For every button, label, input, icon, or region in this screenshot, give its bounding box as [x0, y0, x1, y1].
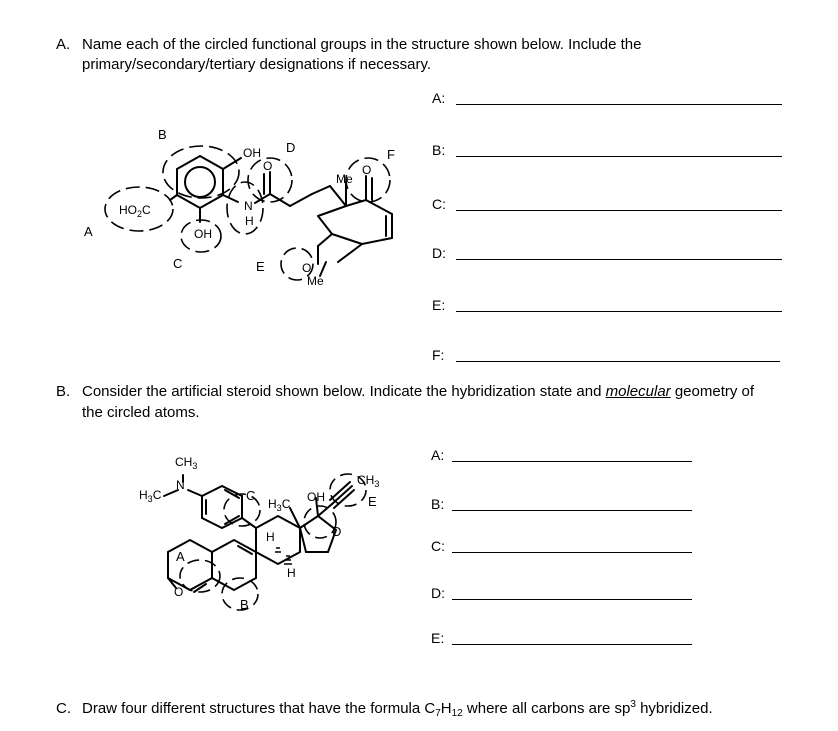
part-a-amide-oxygen-label: O	[263, 159, 273, 173]
part-a-letter-b: B	[158, 127, 167, 142]
part-b-blank-line-a[interactable]	[452, 461, 692, 462]
part-b-blank-line-c[interactable]	[452, 552, 692, 553]
part-c-marker: C.	[56, 700, 71, 717]
part-b-letter-d: D	[332, 524, 342, 539]
part-b-blank-line-b[interactable]	[452, 510, 692, 511]
part-a-ketone-oxygen-label: O	[362, 163, 372, 177]
part-a-methyl-bottom-label: Me	[307, 274, 324, 288]
part-b-question-line2: the circled atoms.	[82, 404, 200, 421]
part-a-letter-d: D	[286, 140, 296, 155]
part-b-h-mid-label: H	[266, 530, 275, 544]
part-b-ch3-right-label: $CH_3$	[357, 473, 380, 489]
part-a-letter-a: A	[84, 224, 93, 239]
part-a-aromatic-circle	[185, 167, 215, 197]
part-a-methyl-top-label: Me	[336, 172, 353, 186]
part-c-superscript: 3	[630, 699, 636, 710]
part-c-subscript-carbon: 7	[435, 708, 441, 719]
part-a-letter-f: F	[387, 147, 395, 162]
part-a-blank-label-f: F:	[432, 347, 445, 363]
part-a-blank-label-e: E:	[432, 297, 446, 313]
part-b-blank-label-e: E:	[431, 630, 445, 646]
part-a-ho2c-label: $HO_2C$	[119, 203, 151, 219]
part-b-line1-text: Consider the artificial steroid shown below. Indicate the hybridization state and	[82, 383, 606, 400]
part-b-h-bottom-label: H	[287, 566, 296, 580]
part-b-blank-label-d: D:	[431, 585, 445, 601]
part-c-hydrogen: H	[440, 700, 452, 717]
part-a-question-line1: Name each of the circled functional groups in the structure shown below. Include the	[82, 36, 642, 53]
part-b-h3c-left-label: $H_3C$	[139, 488, 162, 504]
part-a-benzene-ring	[177, 156, 223, 208]
part-c-subscript-hydrogen: 12	[451, 708, 463, 719]
part-b-blank-line-d[interactable]	[452, 599, 692, 600]
part-b-ch3-top-label: $CH_3$	[175, 455, 198, 471]
part-b-blank-label-a: A:	[431, 447, 445, 463]
part-b-nitrogen-label: N	[176, 478, 185, 492]
part-a-nh-hydrogen-label: H	[245, 214, 254, 228]
part-b-line1-end: geometry of	[670, 383, 755, 400]
part-b-letter-e: E	[368, 494, 377, 509]
part-a-blank-label-a: A:	[432, 90, 446, 106]
part-a-oh-top-label: OH	[243, 146, 261, 160]
part-b-blank-line-e[interactable]	[452, 644, 692, 645]
part-b-h3c-mid-label: $H_3C$	[268, 497, 291, 513]
part-a-marker: A.	[56, 36, 71, 53]
part-b-letter-c: C	[246, 488, 256, 503]
part-a-nitrogen-label: N	[244, 199, 253, 213]
part-a-blank-label-b: B:	[432, 142, 446, 158]
part-b-blank-label-c: C:	[431, 538, 445, 554]
part-a-letter-e: E	[256, 259, 265, 274]
part-a-oh-bottom-label: OH	[194, 227, 212, 241]
part-b-marker: B.	[56, 383, 71, 400]
part-a-letter-c: C	[173, 256, 183, 271]
part-a-ether-oxygen-label: O	[302, 261, 312, 275]
part-a-blank-label-d: D:	[432, 245, 446, 261]
part-b-letter-b: B	[240, 597, 249, 612]
part-c-text-end: hybridized.	[635, 700, 713, 717]
part-b-oxygen-label: O	[174, 585, 184, 599]
part-c-question	[82, 699, 713, 721]
part-b-oh-label: OH	[307, 490, 325, 504]
part-b-question-line1	[82, 382, 754, 402]
part-c-text-pre: Draw four different structures that have the formula C	[82, 700, 436, 717]
part-a-blank-label-c: C:	[432, 196, 446, 212]
part-b-line1-emphasis: molecular	[605, 383, 671, 400]
part-b-blank-label-b: B:	[431, 496, 445, 512]
part-b-letter-a: A	[176, 549, 185, 564]
part-c-text-mid: where all carbons are sp	[462, 700, 631, 717]
part-a-circle-group-b	[163, 146, 239, 198]
part-a-question-line2: primary/secondary/tertiary designations if necessary.	[82, 56, 432, 73]
